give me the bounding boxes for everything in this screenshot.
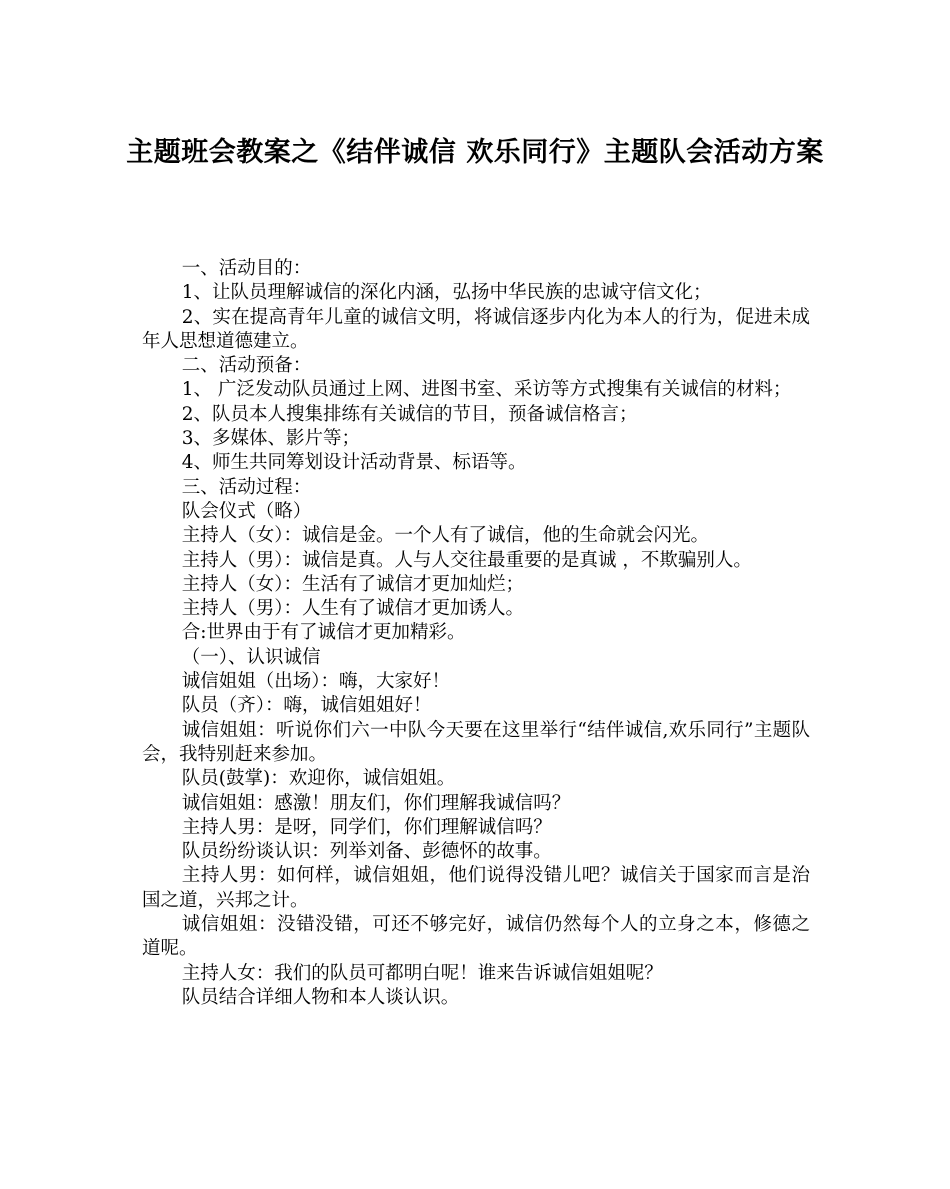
paragraph: 队员纷纷谈认识：列举刘备、彭德怀的故事。 [181, 841, 552, 863]
paragraph: 2、实在提高青年儿童的诚信文明，将诚信逐步内化为本人的行为，促进未成年人思想道德建立。 [142, 306, 810, 352]
paragraph: 主持人（男）：人生有了诚信才更加诱人。 [181, 598, 525, 620]
paragraph: 诚信姐姐：没错没错，可还不够完好，诚信仍然每个人的立身之本，修德之道呢。 [142, 914, 810, 960]
paragraph: 队员（齐）：嗨，诚信姐姐好！ [181, 695, 432, 717]
paragraph: 队会仪式（略） [181, 500, 312, 522]
paragraph: 主持人（女）：生活有了诚信才更加灿烂； [181, 573, 525, 595]
paragraph: 队员结合详细人物和本人谈认识。 [181, 986, 460, 1008]
document-body [142, 257, 810, 1010]
paragraph: 二、活动预备： [181, 355, 312, 377]
paragraph: 4、师生共同筹划设计活动背景、标语等。 [181, 452, 527, 474]
paragraph: 主持人（女）：诚信是金。一个人有了诚信，他的生命就会闪光。 [181, 525, 710, 547]
paragraph: 合:世界由于有了诚信才更加精彩。 [181, 622, 466, 644]
paragraph: 诚信姐姐：听说你们六一中队今天要在这里举行“结伴诚信,欢乐同行”主题队会，我特别赶来参加。 [142, 719, 810, 765]
paragraph: 诚信姐姐：感激！朋友们，你们理解我诚信吗？ [181, 792, 571, 814]
paragraph: 1、让队员理解诚信的深化内涵，弘扬中华民族的忠诚守信文化； [181, 282, 712, 304]
paragraph: 主持人女：我们的队员可都明白呢！谁来告诉诚信姐姐呢？ [181, 962, 663, 984]
paragraph: 三、活动过程： [181, 476, 312, 498]
paragraph: 2、队员本人搜集排练有关诚信的节目，预备诚信格言； [181, 403, 638, 425]
paragraph: 一、活动目的： [181, 258, 312, 279]
paragraph: 诚信姐姐（出场）：嗨，大家好！ [181, 671, 451, 693]
paragraph: 主持人（男）：诚信是真。人与人交往最重要的是真诚 ，不欺骗别人。 [181, 549, 752, 571]
paragraph: 3、多媒体、影片等； [181, 428, 361, 450]
paragraph: 主持人男：如何样，诚信姐姐，他们说得没错儿吧？诚信关于国家而言是治国之道，兴邦之计。 [142, 865, 810, 911]
paragraph: 队员(鼓掌)：欢迎你，诚信姐姐。 [181, 768, 456, 790]
document-title: 主题班会教案之《结伴诚信 欢乐同行》主题队会活动方案 [126, 137, 824, 168]
paragraph: 主持人男：是呀，同学们，你们理解诚信吗？ [181, 816, 552, 838]
paragraph: 1、 广泛发动队员通过上网、进图书室、采访等方式搜集有关诚信的材料； [181, 379, 792, 401]
paragraph: （一）、认识诚信 [181, 646, 321, 668]
